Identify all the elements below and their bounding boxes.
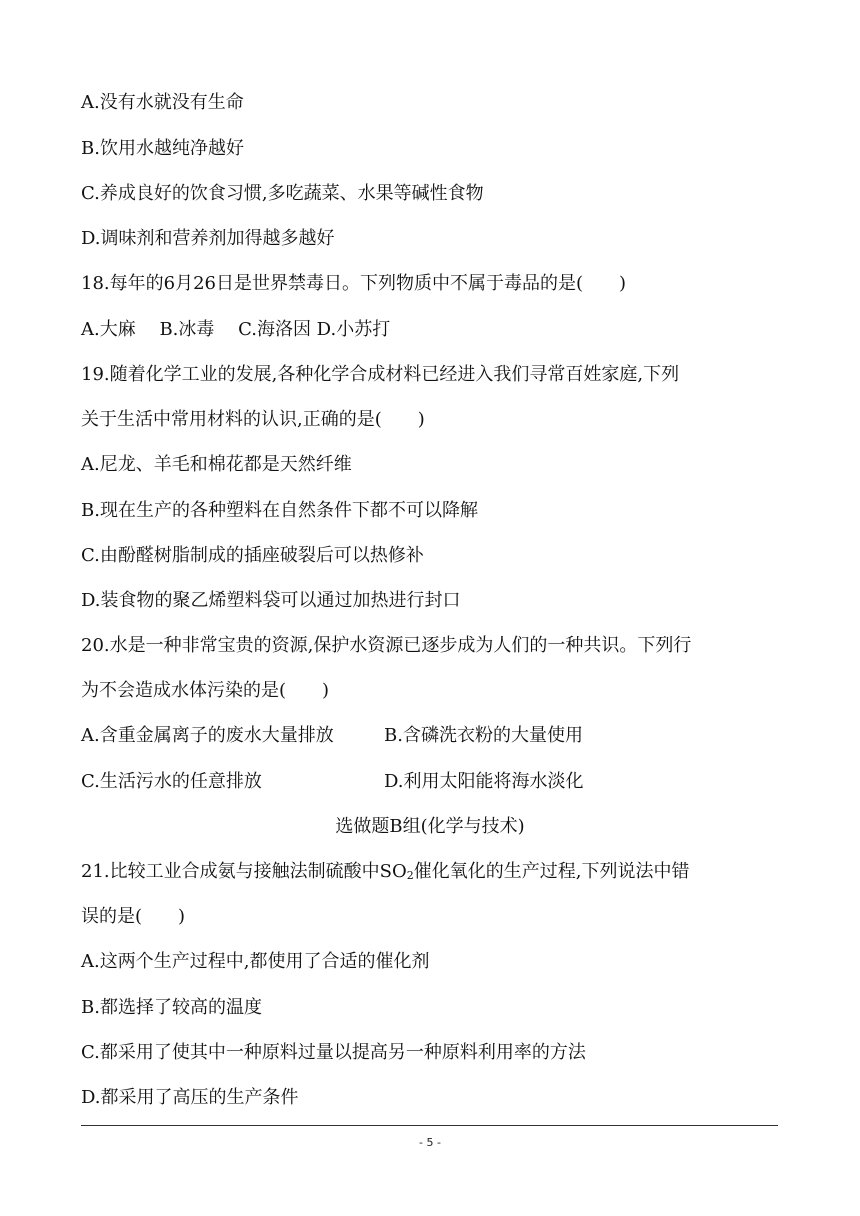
- q21-stem-before: 21.比较工业合成氨与接触法制硫酸中SO: [81, 861, 407, 882]
- q19-option-b: B.现在生产的各种塑料在自然条件下都不可以降解: [81, 500, 478, 521]
- q18-options: A.大麻 B.冰毒 C.海洛因 D.小苏打: [81, 319, 391, 340]
- q19-option-d: D.装食物的聚乙烯塑料袋可以通过加热进行封口: [81, 590, 461, 611]
- q20-stem-line1: 20.水是一种非常宝贵的资源,保护水资源已逐步成为人们的一种共识。下列行: [81, 635, 692, 656]
- q19-option-a: A.尼龙、羊毛和棉花都是天然纤维: [81, 454, 352, 475]
- page-number: - 5 -: [419, 1136, 441, 1149]
- section-title: 选做题B组(化学与技术): [335, 816, 525, 837]
- q21-stem-line2: 误的是( ): [81, 906, 186, 927]
- footer-divider: [81, 1125, 778, 1126]
- q20-stem-line2: 为不会造成水体污染的是( ): [81, 680, 330, 701]
- q20-option-c: C.生活污水的任意排放: [81, 771, 262, 792]
- q21-option-a: A.这两个生产过程中,都使用了合适的催化剂: [81, 951, 430, 972]
- q20-option-d: D.利用太阳能将海水淡化: [384, 771, 584, 792]
- q17-option-a: A.没有水就没有生命: [81, 92, 244, 113]
- q21-option-d: D.都采用了高压的生产条件: [81, 1087, 299, 1108]
- q20-options-row2: [81, 770, 262, 794]
- q21-option-b: B.都选择了较高的温度: [81, 997, 262, 1018]
- q19-stem-line1: 19.随着化学工业的发展,各种化学合成材料已经进入我们寻常百姓家庭,下列: [81, 364, 680, 385]
- q19-option-c: C.由酚醛树脂制成的插座破裂后可以热修补: [81, 545, 424, 566]
- q19-stem-line2: 关于生活中常用材料的认识,正确的是( ): [81, 409, 425, 430]
- q17-option-d: D.调味剂和营养剂加得越多越好: [81, 228, 335, 249]
- q20-options-row1: [81, 724, 334, 748]
- q21-stem-after: 催化氧化的生产过程,下列说法中错: [413, 861, 690, 882]
- q17-option-c: C.养成良好的饮食习惯,多吃蔬菜、水果等碱性食物: [81, 183, 484, 204]
- q17-option-b: B.饮用水越纯净越好: [81, 138, 244, 159]
- q20-option-a: A.含重金属离子的废水大量排放: [81, 725, 334, 746]
- q21-option-c: C.都采用了使其中一种原料过量以提高另一种原料利用率的方法: [81, 1042, 586, 1063]
- q20-option-b: B.含磷洗衣粉的大量使用: [384, 725, 583, 746]
- q21-stem-line1: [81, 860, 689, 888]
- q18-stem: 18.每年的6月26日是世界禁毒日。下列物质中不属于毒品的是( ): [81, 273, 627, 294]
- q21-stem-subscript: 2: [406, 869, 414, 882]
